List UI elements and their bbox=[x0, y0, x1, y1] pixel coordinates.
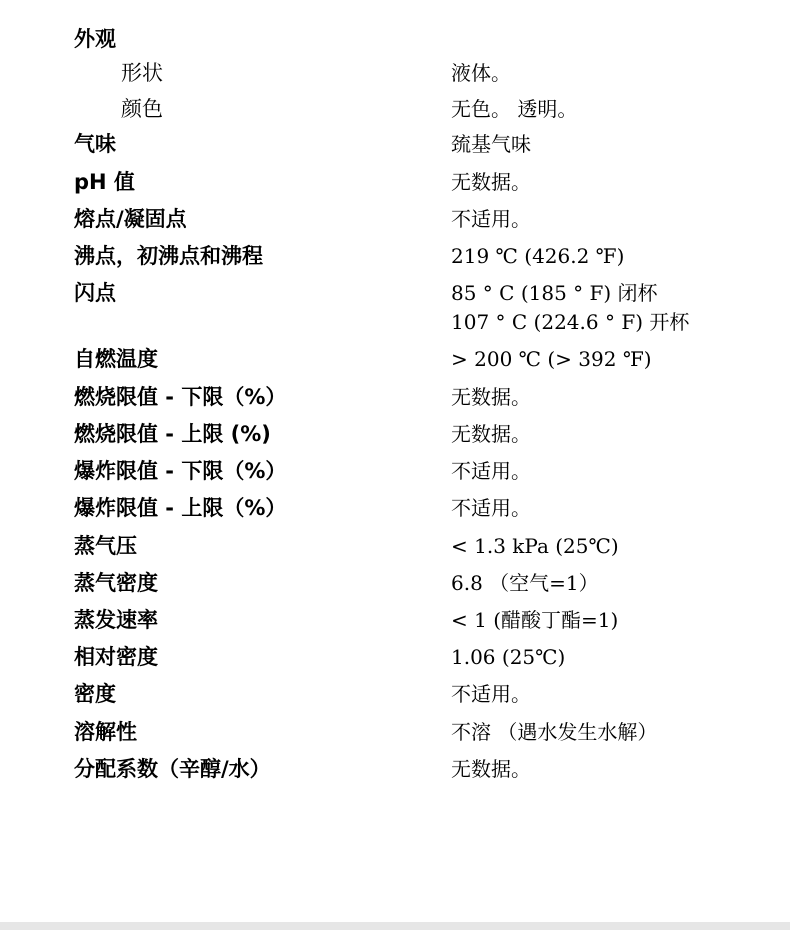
property-label: pH 值 bbox=[74, 170, 135, 194]
property-label: 沸点，初沸点和沸程 bbox=[74, 244, 263, 268]
property-label: 蒸发速率 bbox=[74, 608, 158, 632]
property-value: 无数据。 bbox=[451, 385, 531, 409]
property-label: 熔点/凝固点 bbox=[74, 207, 187, 231]
property-label: 燃烧限值 - 下限（%） bbox=[74, 385, 287, 409]
property-label: 爆炸限值 - 下限（%） bbox=[74, 459, 287, 483]
property-label: 自燃温度 bbox=[74, 347, 158, 371]
property-label: 外观 bbox=[74, 27, 116, 51]
property-label: 颜色 bbox=[121, 97, 163, 121]
property-value: 不适用。 bbox=[451, 459, 531, 483]
property-value: 无数据。 bbox=[451, 422, 531, 446]
property-label: 爆炸限值 - 上限（%） bbox=[74, 496, 287, 520]
property-value: 不溶 （遇水发生水解） bbox=[451, 720, 658, 744]
property-label: 溶解性 bbox=[74, 720, 137, 744]
property-label: 蒸气密度 bbox=[74, 571, 158, 595]
property-value: < 1.3 kPa (25℃) bbox=[451, 534, 619, 558]
property-value: 无数据。 bbox=[451, 757, 531, 781]
property-value: 液体。 bbox=[451, 61, 511, 85]
property-value: 无色。 透明。 bbox=[451, 97, 578, 121]
property-label: 蒸气压 bbox=[74, 534, 137, 558]
property-label: 气味 bbox=[74, 132, 116, 156]
property-value: < 1 (醋酸丁酯=1) bbox=[451, 608, 619, 632]
property-label: 相对密度 bbox=[74, 645, 158, 669]
property-value-group bbox=[451, 279, 689, 337]
property-value: 85 ° C (185 ° F) 闭杯 bbox=[451, 281, 658, 305]
property-value: > 200 ℃ (> 392 ℉) bbox=[451, 347, 652, 371]
property-value: 不适用。 bbox=[451, 207, 531, 231]
property-value: 1.06 (25℃) bbox=[451, 645, 566, 669]
property-label: 燃烧限值 - 上限 (%) bbox=[74, 422, 271, 446]
property-label: 形状 bbox=[121, 61, 163, 85]
property-label: 分配系数（辛醇/水） bbox=[74, 757, 271, 781]
property-label: 闪点 bbox=[74, 281, 116, 305]
property-value: 不适用。 bbox=[451, 682, 531, 706]
property-value: 无数据。 bbox=[451, 170, 531, 194]
property-label: 密度 bbox=[74, 682, 116, 706]
page-bottom-edge bbox=[0, 922, 790, 930]
property-value: 107 ° C (224.6 ° F) 开杯 bbox=[451, 310, 690, 334]
property-value: 6.8 （空气=1） bbox=[451, 571, 599, 595]
property-value: 219 ℃ (426.2 ℉) bbox=[451, 244, 625, 268]
property-value: 不适用。 bbox=[451, 496, 531, 520]
property-value: 巯基气味 bbox=[451, 132, 531, 156]
